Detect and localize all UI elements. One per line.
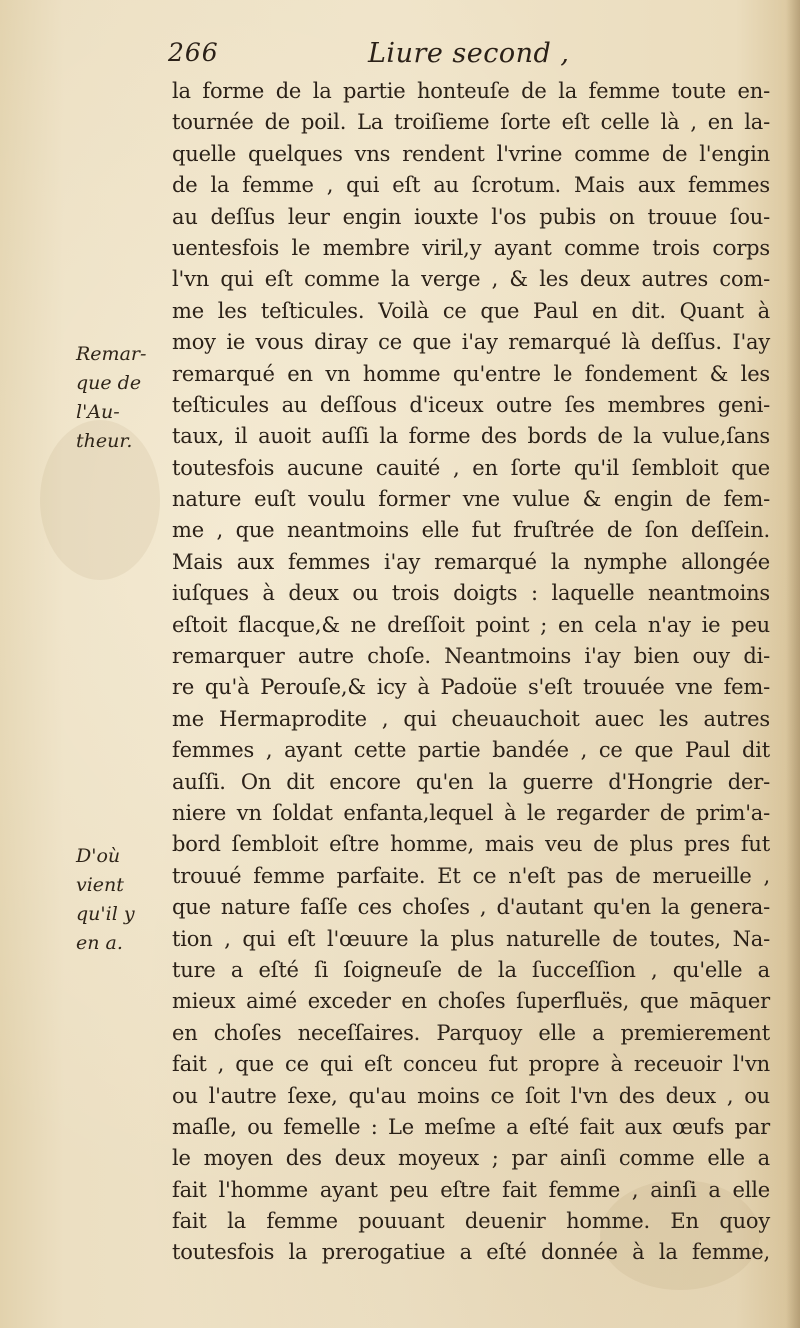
text-line: me , que neantmoins elle fut fruſtrée de ſon deſſein. (172, 518, 770, 543)
text-line: ture a eſté ſi ſoigneuſe de la ſucceſſion , qu'elle a (172, 957, 770, 982)
text-line: maſle, ou femelle : Le meſme a eſté fait aux œufs par (172, 1114, 770, 1139)
text-line: que nature faſſe ces choſes , d'autant qu'en la genera- (172, 895, 770, 920)
page-header (168, 38, 608, 78)
margin-note-line: que de (76, 372, 142, 394)
text-line: de la femme , qui eſt au ſcrotum. Mais aux femmes (172, 173, 770, 198)
text-line: remarquer autre choſe. Neantmoins i'ay bien ouy di- (172, 644, 770, 669)
text-line: taux, il auoit auſſi la forme des bords de la vulue,ſans (172, 424, 770, 449)
margin-note-line: Remar- (76, 343, 147, 365)
text-line: fait la femme pouuant deuenir homme. En quoy (172, 1209, 770, 1234)
text-line: iuſques à deux ou trois doigts : laquelle neantmoins (172, 581, 770, 606)
body-text (172, 76, 770, 1269)
text-line: fait , que ce qui eſt conceu fut propre à receuoir l'vn (172, 1052, 770, 1077)
running-title: Liure second , (368, 38, 570, 69)
text-line: remarqué en vn homme qu'entre le fondement & les (172, 361, 770, 386)
text-line: bord ſembloit eſtre homme, mais veu de plus pres fut (172, 832, 770, 857)
text-line: quelle quelques vns rendent l'vrine comme de l'engin (172, 141, 770, 166)
text-line: teſticules au deſſous d'iceux outre ſes membres geni- (172, 392, 770, 417)
text-line: me les teſticules. Voilà ce que Paul en dit. Quant à (172, 298, 770, 323)
text-line: l'vn qui eſt comme la verge , & les deux autres com- (172, 267, 770, 292)
text-line: fait l'homme ayant peu eſtre fait femme , ainſi a elle (172, 1177, 770, 1202)
text-line: me Hermaprodite , qui cheuauchoit auec les autres (172, 706, 770, 731)
margin-note-line: theur. (76, 430, 133, 452)
margin-note-line: l'Au- (76, 401, 120, 423)
text-line: toutesfois la prerogatiue a eſté donnée à la femme, (172, 1240, 770, 1265)
text-line: femmes , ayant cette partie bandée , ce que Paul dit (172, 738, 770, 763)
text-line: tournée de poil. La troiſieme ſorte eſt celle là , en la- (172, 110, 770, 135)
text-line: mieux aimé exceder en choſes ſuperfluës, que māquer (172, 989, 770, 1014)
margin-note-line: en a. (76, 932, 123, 954)
text-line: eſtoit flacque,& ne dreſſoit point ; en cela n'ay ie peu (172, 612, 770, 637)
text-line: niere vn ſoldat enfanta,lequel à le regarder de prim'a- (172, 800, 770, 825)
page-edge-shadow (786, 0, 800, 1328)
margin-note-line: D'où (76, 845, 121, 867)
text-line: toutesfois aucune cauité , en ſorte qu'il ſembloit que (172, 455, 770, 480)
margin-note-dou-vient (76, 842, 168, 958)
margin-note-remarque (76, 340, 168, 456)
text-line: le moyen des deux moyeux ; par ainſi comme elle a (172, 1146, 770, 1171)
text-line: en choſes neceſſaires. Parquoy elle a premierement (172, 1020, 770, 1045)
text-line: uentesfois le membre viril,y ayant comme trois corps (172, 235, 770, 260)
text-line: re qu'à Perouſe,& icy à Padoüe s'eſt trouuée vne fem- (172, 675, 770, 700)
page-number: 266 (168, 38, 219, 67)
text-line: auſſi. On dit encore qu'en la guerre d'Hongrie der- (172, 769, 770, 794)
margin-note-line: qu'il y (76, 903, 135, 925)
text-line: au deſſus leur engin iouxte l'os pubis on trouue ſou- (172, 204, 770, 229)
text-line: moy ie vous diray ce que i'ay remarqué là deſſus. I'ay (172, 330, 770, 355)
text-line: Mais aux femmes i'ay remarqué la nymphe allongée (172, 549, 770, 574)
text-line: nature euſt voulu former vne vulue & engin de fem- (172, 487, 770, 512)
text-line: ou l'autre ſexe, qu'au moins ce ſoit l'vn des deux , ou (172, 1083, 770, 1108)
margin-note-line: vient (76, 874, 124, 896)
text-line: trouué femme parfaite. Et ce n'eſt pas de merueille , (172, 863, 770, 888)
text-line: la forme de la partie honteuſe de la femme toute en- (172, 79, 770, 103)
text-line: tion , qui eſt l'œuure la plus naturelle de toutes, Na- (172, 926, 770, 951)
